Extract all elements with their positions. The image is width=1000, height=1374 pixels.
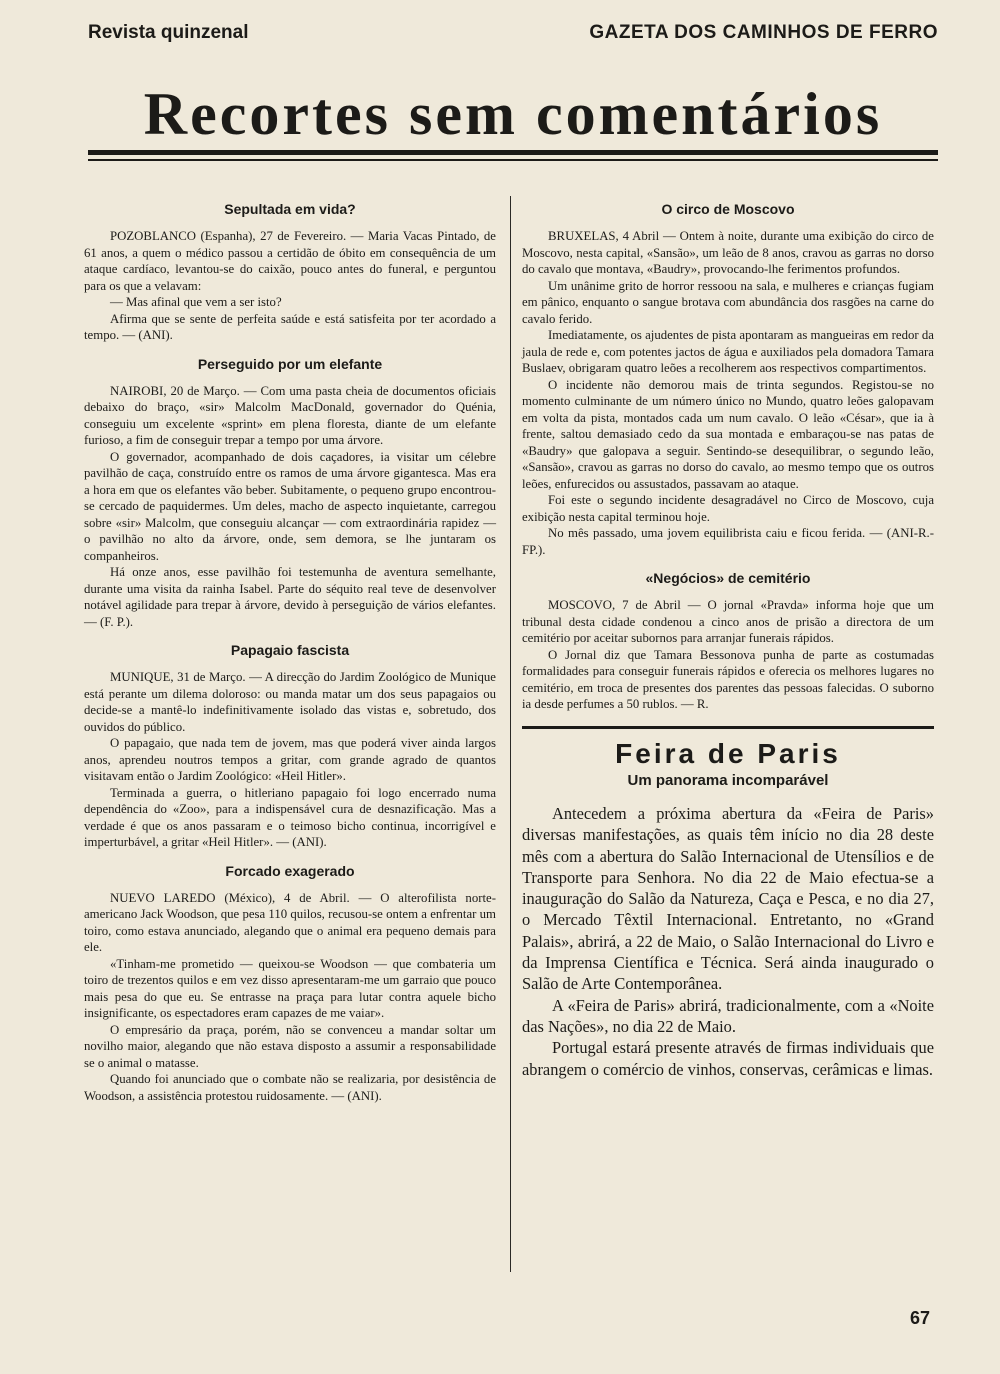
article-paragraph: O papagaio, que nada tem de jovem, mas que poderá viver ainda largos anos, aprendeu noutros tempos a gritar, com grande agrado de quantos visitavam então o Jardim Zoológico: «Heil Hitler».: [84, 736, 496, 783]
article-title: Perseguido por um elefante: [197, 355, 383, 372]
article-paragraph: Há onze anos, esse pavilhão foi testemunha de aventura semelhante, durante uma visita da rainha Isabel. Parte do séquito real teve de desenvolver notável agilidade para trepar à árvore, devido à perseguição de vários elefantes. — (F. P.).: [84, 565, 496, 629]
article-title: «Negócios» de cemitério: [645, 570, 811, 586]
article-title: Sepultada em vida?: [224, 201, 356, 217]
article-title: Papagaio fascista: [230, 642, 350, 658]
article-paragraph: O Jornal diz que Tamara Bessonova punha de parte as costumadas formalidades para conseguir funerais rápidos e oferecia os melhores lugares no cemitério, em troca de presentes dos parentes das pessoas falecidas. O suborno ia desde perfumes a 50 rublos. — R.: [522, 647, 934, 711]
article-paragraph: Imediatamente, os ajudentes de pista apontaram as mangueiras em redor da jaula de rede e, com potentes jactos de água e auxiliados pela domadora Tamara Buslaev, obrigaram quatro leões a recolherem aos respectivos compartimentos.: [522, 328, 934, 375]
article-paragraph: NUEVO LAREDO (México), 4 de Abril. — O alterofilista norte-americano Jack Woodson, que pesa 110 quilos, recusou-se ontem a enfrentar um toiro, como estava anunciado, alegando que o animal era pequeno demais para ele.: [84, 890, 496, 954]
article-forcado: [84, 862, 496, 1105]
article-paragraph: NAIROBI, 20 de Março. — Com uma pasta cheia de documentos oficiais debaixo do braço, «sir» Malcolm MacDonald, governador do Quénia, conseguiu um excelente «sprint» em plena floresta, diante de um elefante furioso, a fim de conseguir trepar a tempo por uma árvore.: [84, 383, 496, 447]
running-header: [88, 20, 938, 50]
article-paragraph: No mês passado, uma jovem equilibrista caiu e ficou ferida. — (ANI-R.-FP.).: [522, 526, 934, 557]
section-masthead: Recortes sem comentários: [143, 81, 883, 147]
article-paragraph: Um unânime grito de horror ressoou na sala, e mulheres e crianças fugiam em pânico, enquanto o sangue brotava com abundância dos rasgões na carne do cavalo ferido.: [522, 278, 934, 326]
article-elefante: [84, 355, 496, 631]
column-divider: [510, 196, 511, 1272]
publication-frequency: Revista quinzenal: [88, 22, 249, 43]
article-paragraph: Foi este o segundo incidente desagradável no Circo de Moscovo, cuja exibição nesta capital terminou hoje.: [522, 493, 934, 524]
article-paragraph: Terminada a guerra, o hitleriano papagaio foi logo encerrado numa dependência do «Zoo», para a indispensável cura de desnazificação. Mas a verdade é que os anos passaram e o teimoso bicho continua, incorrigível e imperturbável, a gritar «Heil Hitler». — (ANI).: [84, 785, 496, 849]
article-paragraph: BRUXELAS, 4 Abril — Ontem à noite, durante uma exibição do circo de Moscovo, nesta capital, «Sansão», um leão de 8 anos, cravou as garras no dorso do cavalo que montava, «Baudry», provocando-lhe ferimentos profundos.: [522, 229, 934, 276]
article-title: O circo de Moscovo: [661, 201, 795, 217]
feira-paragraph: Portugal estará presente através de firmas individuais que abrangem o comércio de vinhos, conservas, cerâmicas e limas.: [522, 1038, 934, 1079]
article-paragraph: MOSCOVO, 7 de Abril — O jornal «Pravda» informa hoje que um tribunal desta cidade condenou a cinco anos de prisão a directora de um cemitério por aceitar subornos para arranjar funerais rápidos.: [522, 598, 934, 645]
feira-title: Feira de Paris: [615, 737, 841, 769]
masthead-rule-thick: [88, 150, 938, 155]
article-paragraph: O empresário da praça, porém, não se convenceu a mandar soltar um novilho maior, alegando que não estava disposto a assumir a responsabilidade se o animal o matasse.: [84, 1022, 496, 1070]
article-paragraph: O incidente não demorou mais de trinta segundos. Registou-se no momento culminante de um número único no Mundo, quatro leões galopavam em volta da pista, montados cada um num cavalo. O leão «César», que ia à frente, saltou demasiado cedo da sua montada e embaraçou-se nas patas de «Baudry» que galopava a seguir. Sentindo-se desequilibrar, o segundo leão, «Sansão», cravou as garras no dorso do cavalo, ao mesmo tempo que os outros leões, enfurecidos ou assustados, passavam ao ataque.: [522, 377, 934, 491]
article-circo: [522, 200, 934, 558]
feira-paragraph: Antecedem a próxima abertura da «Feira de Paris» diversas manifestações, as quais têm início no dia 28 deste mês com a abertura do Salão Internacional de Utensílios e de Transporte para Senhora. No dia 22 de Maio efectua-se a inauguração do Salão da Natureza, Caça e Pesca, e no dia 27, o Mercado Têxtil Internacional. Entretanto, no «Grand Palais», abrirá, a 22 de Maio, o Salão Internacional do Livro e da Imprensa Científica e Técnica. Será ainda inaugurado o Salão de Arte Contemporânea.: [522, 804, 934, 994]
article-paragraph: O governador, acompanhado de dois caçadores, ia visitar um célebre pavilhão de caça, construído entre os ramos de uma árvore gigantesca. Mas era a hora em que os elefantes vão beber. Subitamente, o pequeno grupo encontrou-se cercado de paquidermes. Um deles, macho de aspecto inquietante, carregou sobre «sir» Malcolm, que conseguiu alcançar — com extraordinária rapidez — o pavilhão no alto da árvore, onde, sem demora, se lhe juntaram os companheiros.: [84, 449, 496, 563]
article-paragraph: MUNIQUE, 31 de Março. — A direcção do Jardim Zoológico de Munique está perante um dilema doloroso: ou manda matar um dos seus papagaios ou decide-se a mantê-lo indefinitivamente isolado das vistas e, sobretudo, dos ouvidos do público.: [84, 670, 496, 734]
article-feira-de-paris: [522, 737, 934, 1080]
feira-paragraph: A «Feira de Paris» abrirá, tradicionalmente, com a «Noite das Nações», no dia 22 de Maio.: [522, 995, 934, 1036]
feira-separator-rule: [522, 726, 934, 729]
right-column: [522, 200, 934, 1080]
page-number: 67: [909, 1308, 930, 1328]
article-papagaio: [84, 641, 496, 851]
article-paragraph: POZOBLANCO (Espanha), 27 de Fevereiro. — Maria Vacas Pintado, de 61 anos, a quem o médico passou a certidão de óbito em consequência de um ataque cardíaco, levantou-se do caixão, pouco antes do funeral, e perguntou para os que a velavam:: [84, 229, 496, 293]
article-title: Forcado exagerado: [225, 862, 355, 879]
article-paragraph: — Mas afinal que vem a ser isto?: [110, 295, 282, 309]
article-paragraph: «Tinham-me prometido — queixou-se Woodson — que combateria um toiro de trezentos quilos e em vez disso apresentaram-me um garraio que pouco mais pesa do que eu. Se entrasse na praça para lutar contra aquele bicho insignificante, os espectadores eram capazes de me vaiar».: [84, 956, 496, 1020]
masthead-rule-thin: [88, 159, 938, 161]
article-paragraph: Afirma que se sente de perfeita saúde e está satisfeita por ter acordado a tempo. — (ANI).: [84, 311, 496, 342]
left-column: [84, 200, 496, 1115]
feira-subtitle: Um panorama incomparável: [627, 771, 829, 789]
publication-title: GAZETA DOS CAMINHOS DE FERRO: [589, 22, 938, 43]
article-sepultada: [84, 200, 496, 344]
article-paragraph: Quando foi anunciado que o combate não se realizaria, por desistência de Woodson, a assistência protestou ruidosamente. — (ANI).: [84, 1072, 496, 1103]
article-negocios: [522, 569, 934, 713]
